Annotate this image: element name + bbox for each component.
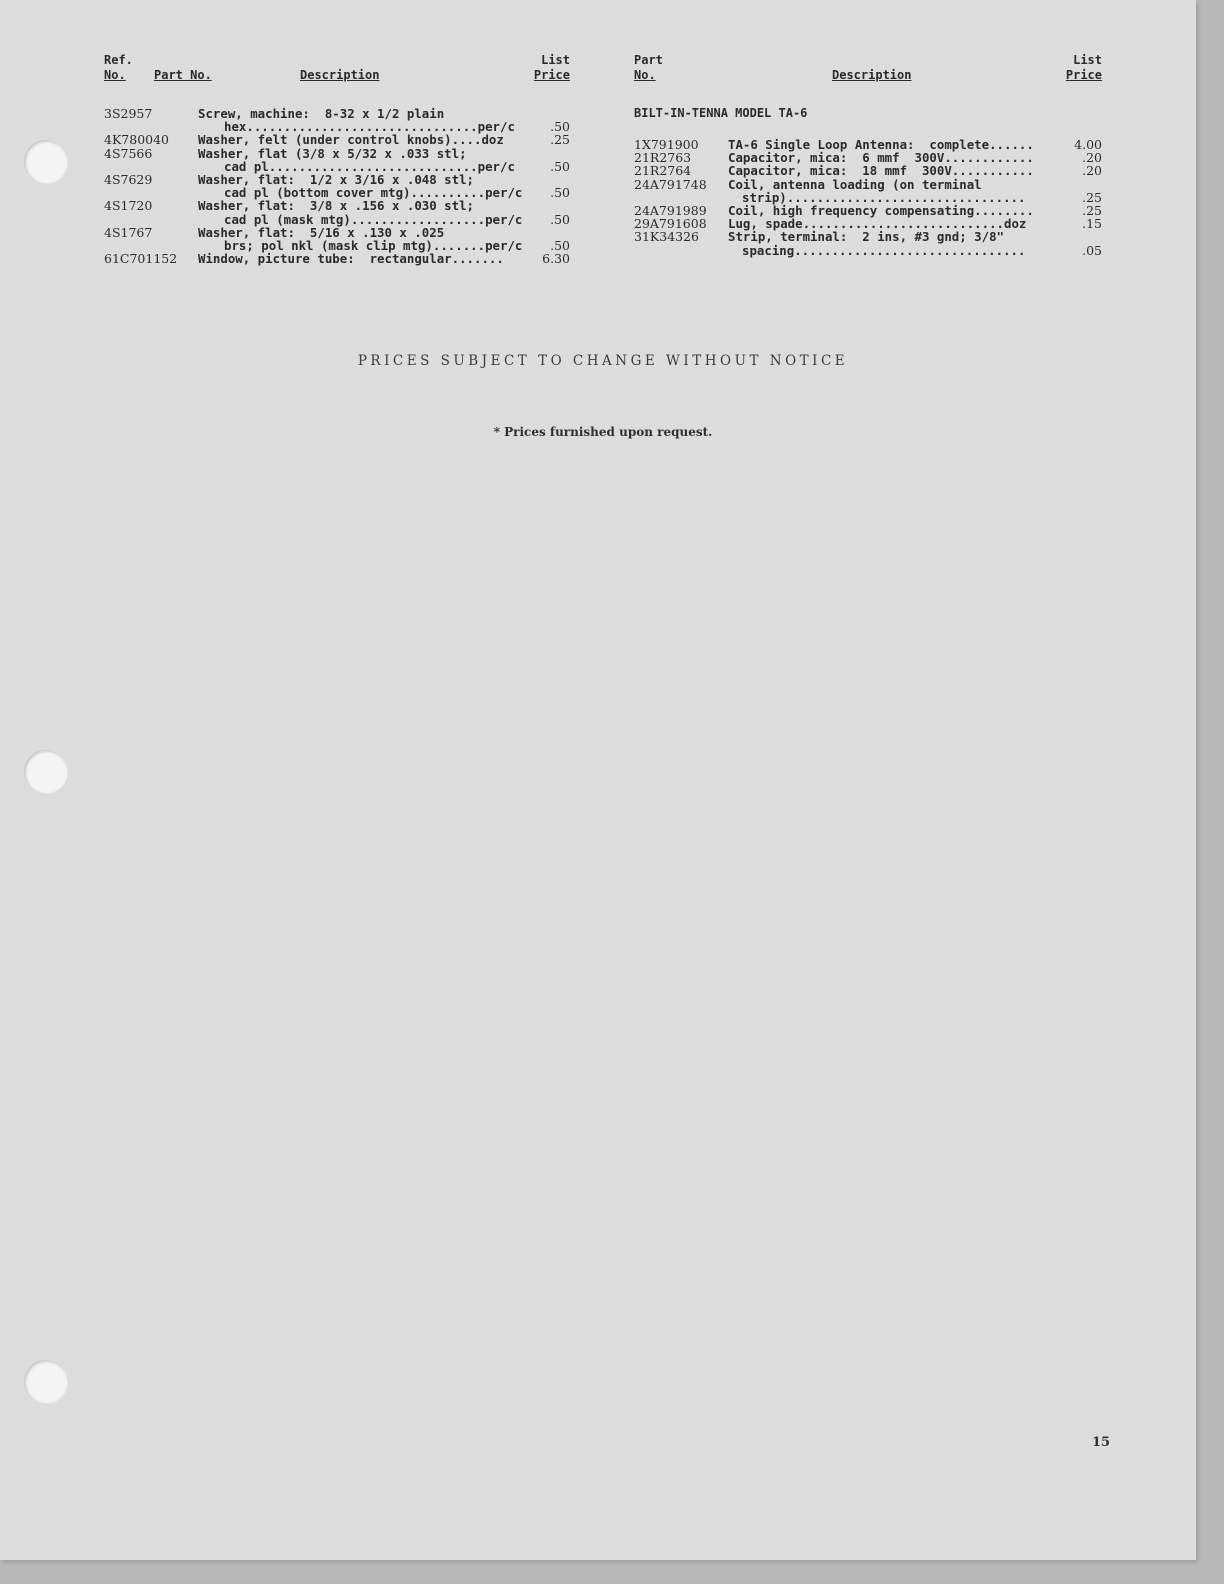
right-parts-table [634,138,1102,257]
part-description: spacing............................... [742,242,1026,258]
part-description: cad pl (bottom cover mtg)..........per/c [224,185,523,201]
header-price-line2: Price [1065,68,1102,82]
part-number: 24A791989 [634,202,707,218]
table-row [104,226,570,239]
header-part-line2: No. [634,68,656,82]
header-price-line2: Price [533,68,570,82]
part-description: brs; pol nkl (mask clip mtg).......per/c [224,237,523,253]
page-number: 15 [1092,1435,1111,1450]
part-price: .20 [1082,150,1102,166]
part-price: .50 [550,158,570,174]
left-parts-table [104,107,570,265]
table-row [634,244,1102,257]
part-number: 61C701152 [104,251,178,267]
section-title: BILT-IN-TENNA MODEL TA-6 [634,106,808,120]
header-part-no: Part No. [154,68,212,82]
table-row [634,178,1102,191]
part-price: .15 [1082,216,1102,232]
part-price: .25 [1082,189,1102,205]
part-number: 29A791608 [634,216,707,232]
table-row [104,252,570,265]
part-price: .05 [1082,242,1102,258]
part-number: 24A791748 [634,176,707,192]
part-number: 21R2763 [634,150,692,166]
part-price: .50 [550,119,570,135]
part-description: Washer, felt (under control knobs)....doz [198,132,504,148]
header-part-line1: Part [634,53,663,67]
binder-hole-bottom [24,1360,68,1404]
part-price: .20 [1082,163,1102,179]
price-change-notice: PRICES SUBJECT TO CHANGE WITHOUT NOTICE [357,353,849,369]
part-number: 3S2957 [104,106,153,121]
part-number: 21R2764 [634,163,692,179]
header-price-line1: List [541,53,570,67]
part-description: Washer, flat: 1/2 x 3/16 x .048 stl; [198,171,475,187]
header-description: Description [832,68,912,82]
part-description: Washer, flat: 3/8 x .156 x .030 stl; [198,198,475,214]
header-price-line1: List [1073,53,1102,67]
binder-hole-top [24,140,68,184]
part-price: 4.00 [1074,137,1102,152]
binder-hole-middle [24,750,68,794]
left-header-description [300,68,379,83]
left-header-price [526,53,570,83]
part-price: .25 [1082,202,1102,218]
table-row [104,147,570,160]
part-number: 4S1720 [104,198,153,214]
part-description: strip)................................ [742,189,1026,205]
part-number: 1X791900 [634,137,699,152]
left-header-ref [104,53,133,83]
part-description: cad pl (mask mtg)..................per/c [224,211,523,227]
part-description: Coil, antenna loading (on terminal [728,176,982,192]
part-number: 4S7566 [104,145,153,161]
table-row [634,164,1102,177]
part-description: hex...............................per/c [224,119,515,135]
right-header-part [634,53,663,83]
header-description: Description [300,68,380,82]
part-number: 31K34326 [634,229,700,245]
footnote: * Prices furnished upon request. [493,425,713,439]
part-price: 6.30 [542,251,570,267]
table-row [634,230,1102,243]
right-header-description [832,68,911,83]
part-description: Coil, high frequency compensating........ [728,202,1034,218]
part-price: .25 [550,132,570,148]
part-number: 4S7629 [104,171,153,187]
table-row [104,199,570,212]
table-row [104,160,570,173]
part-description: Washer, flat (3/8 x 5/32 x .033 stl; [198,145,467,161]
part-description: Strip, terminal: 2 ins, #3 gnd; 3/8" [728,229,1005,245]
right-header-price [1058,53,1102,83]
part-description: TA-6 Single Loop Antenna: complete...... [728,137,1034,152]
header-ref-line1: Ref. [104,53,133,67]
left-header-partno [154,68,212,83]
part-description: Washer, flat: 5/16 x .130 x .025 [198,224,445,240]
part-description: Capacitor, mica: 18 mmf 300V........... [728,163,1034,179]
part-description: Capacitor, mica: 6 mmf 300V............ [728,150,1034,166]
table-row [634,191,1102,204]
part-price: .50 [550,237,570,253]
part-price: .50 [550,185,570,201]
part-description: Window, picture tube: rectangular....... [198,251,504,267]
header-ref-line2: No. [104,68,126,82]
part-price: .50 [550,211,570,227]
part-description: Lug, spade...........................doz [728,216,1027,232]
part-description: Screw, machine: 8-32 x 1/2 plain [198,106,445,121]
table-row [104,133,570,146]
part-description: cad pl............................per/c [224,158,515,174]
part-number: 4S1767 [104,224,153,240]
part-number: 4K780040 [104,132,170,148]
table-row [104,213,570,226]
